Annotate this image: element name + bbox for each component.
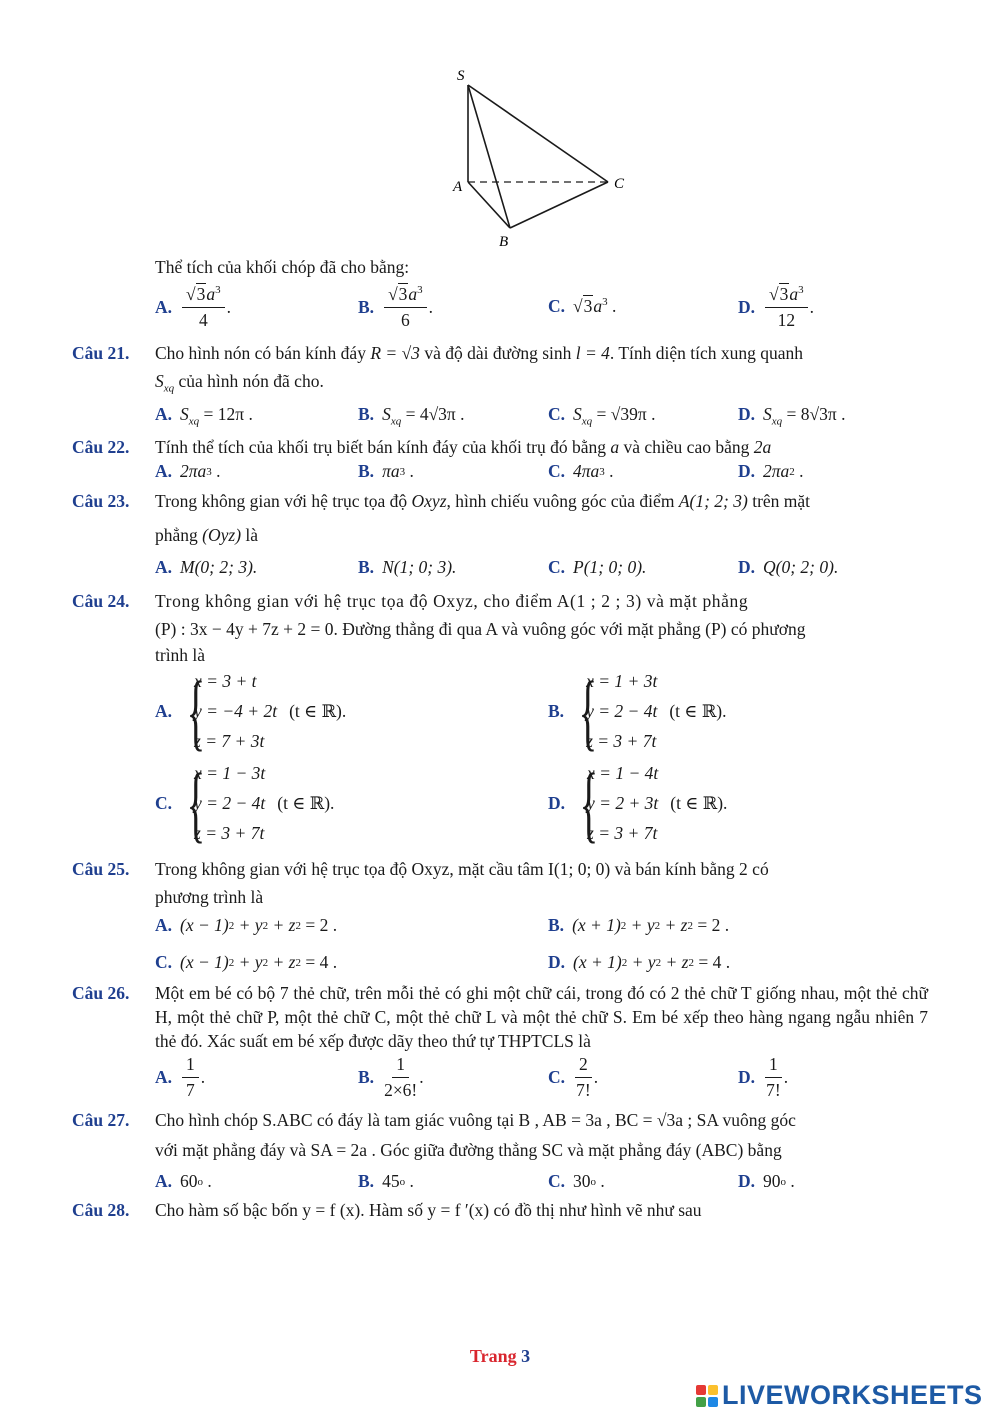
q22-option-d[interactable]: D. 2πa 2 . xyxy=(738,461,804,481)
q21-option-d[interactable]: D. $S_{xq}$ = 8√3π . xyxy=(738,404,846,428)
q27-option-b[interactable]: B. 45 o . xyxy=(358,1171,414,1191)
vertex-s: S xyxy=(457,68,465,84)
pyramid-figure xyxy=(440,60,640,255)
q25-option-d[interactable]: D. (x + 1) 2 + y 2 + z 2 = 4 . xyxy=(548,952,731,972)
logo-mark-icon xyxy=(696,1385,718,1407)
q21-option-c[interactable]: C. $S_{xq}$ = √39π . xyxy=(548,404,656,428)
q23-option-a[interactable]: A. M(0; 2; 3). xyxy=(155,557,258,577)
q22-option-a[interactable]: A. 2πa 3 . xyxy=(155,461,221,481)
q24-option-a[interactable]: A. { x = 3 + t y = −4 + 2t z = 7 + 3t (t ∈ ℝ). xyxy=(155,663,347,759)
q21-text-line1: Cho hình nón có bán kính đáy R = √3 và độ dài đường sinh l = 4. Tính diện tích xung quanh xyxy=(155,343,804,363)
q26-option-a[interactable]: A. $\frac{1}{7}$ . xyxy=(155,1054,206,1100)
q23-label: Câu 23. xyxy=(72,491,130,511)
q25-label: Câu 25. xyxy=(72,859,130,879)
q23-text-line2: phẳng (Oyz) là xyxy=(155,525,259,545)
q28-label: Câu 28. xyxy=(72,1200,130,1220)
q21-option-a[interactable]: A. $S_{xq}$ = 12π . xyxy=(155,404,253,428)
q20-prompt: Thể tích của khối chóp đã cho bằng: xyxy=(155,257,410,277)
q24-label: Câu 24. xyxy=(72,591,130,611)
q26-text: Một em bé có bộ 7 thẻ chữ, trên mỗi thẻ có ghi một chữ cái, trong đó có 2 thẻ chữ T giống nhau, một thẻ chữ H, một thẻ chữ P, một thẻ chữ C, một thẻ chữ L và một thẻ chữ S. Em bé xếp theo hàng ngang ngẫu nhiên 7 thẻ đó. Xác suất em bé xếp được dãy theo thứ tự THPTCLS là xyxy=(155,983,928,1051)
vertex-c: C xyxy=(614,176,625,192)
q21-option-b[interactable]: B. $S_{xq}$ = 4√3π . xyxy=(358,404,465,428)
q26-option-d[interactable]: D. $\frac{1}{7!}$ . xyxy=(738,1054,789,1100)
q24-text-line3: trình là xyxy=(155,645,206,665)
q27-option-c[interactable]: C. 30 o . xyxy=(548,1171,605,1191)
q24-option-b[interactable]: B. { x = 1 + 3t y = 2 − 4t z = 3 + 7t (t ∈ ℝ). xyxy=(548,663,727,759)
vertex-b: B xyxy=(499,234,509,250)
q25-text-line2: phương trình là xyxy=(155,887,264,907)
q24-text-line2: (P) : 3x − 4y + 7z + 2 = 0. Đường thẳng đi qua A và vuông góc với mặt phẳng (P) có phương xyxy=(155,619,806,639)
q25-option-b[interactable]: B. (x + 1) 2 + y 2 + z 2 = 2 . xyxy=(548,915,730,935)
q26-label: Câu 26. xyxy=(72,983,130,1003)
q20-option-a[interactable]: A. $\frac{√3a^3}{4}$ . xyxy=(155,284,231,330)
q27-option-a[interactable]: A. 60 o . xyxy=(155,1171,212,1191)
q23-text-line1: Trong không gian với hệ trục tọa độ Oxyz, hình chiếu vuông góc của điểm A(1; 2; 3) trên mặt xyxy=(155,491,811,511)
q22-label: Câu 22. xyxy=(72,437,130,457)
q24-option-c[interactable]: C. { x = 1 − 3t y = 2 − 4t z = 3 + 7t (t ∈ ℝ). xyxy=(155,755,335,851)
q21-text-line2: $S_{xq}$ của hình nón đã cho. xyxy=(155,371,324,395)
q26-option-c[interactable]: C. $\frac{2}{7!}$ . xyxy=(548,1054,599,1100)
q22-text: Tính thể tích của khối trụ biết bán kính đáy của khối trụ đó bằng a và chiều cao bằng 2a xyxy=(155,437,772,457)
q28-text: Cho hàm số bậc bốn y = f (x). Hàm số y = f ′(x) có đồ thị như hình vẽ như sau xyxy=(155,1200,702,1220)
q20-option-c[interactable]: C. $√3a^3$ . xyxy=(548,296,617,316)
q22-option-b[interactable]: B. πa 3 . xyxy=(358,461,414,481)
q25-option-c[interactable]: C. (x − 1) 2 + y 2 + z 2 = 4 . xyxy=(155,952,338,972)
logo-text: LIVEWORKSHEETS xyxy=(722,1380,983,1410)
q27-text-line1: Cho hình chóp S.ABC có đáy là tam giác vuông tại B , AB = 3a , BC = √3a ; SA vuông góc xyxy=(155,1110,796,1130)
q25-option-a[interactable]: A. (x − 1) 2 + y 2 + z 2 = 2 . xyxy=(155,915,338,935)
q25-text-line1: Trong không gian với hệ trục tọa độ Oxyz, mặt cầu tâm I(1; 0; 0) và bán kính bằng 2 có xyxy=(155,859,769,879)
q26-option-b[interactable]: B. $\frac{1}{2\times 6!}$ . xyxy=(358,1054,424,1100)
q21-label: Câu 21. xyxy=(72,343,130,363)
q23-option-c[interactable]: C. P(1; 0; 0). xyxy=(548,557,647,577)
q22-option-c[interactable]: C. 4πa 3 . xyxy=(548,461,614,481)
q27-label: Câu 27. xyxy=(72,1110,130,1130)
q23-option-d[interactable]: D. Q(0; 2; 0). xyxy=(738,557,839,577)
q24-option-d[interactable]: D. { x = 1 − 4t y = 2 + 3t z = 3 + 7t (t ∈ ℝ). xyxy=(548,755,728,851)
q24-text-line1: Trong không gian với hệ trục tọa độ Oxyz, cho điểm A(1 ; 2 ; 3) và mặt phẳng xyxy=(155,591,749,611)
q27-option-d[interactable]: D. 90 o . xyxy=(738,1171,795,1191)
q20-option-d[interactable]: D. $\frac{√3a^3}{12}$ . xyxy=(738,284,814,330)
liveworksheets-logo[interactable] xyxy=(696,1380,983,1411)
vertex-a: A xyxy=(453,179,463,195)
page-number: Trang 3 xyxy=(469,1346,531,1366)
q27-text-line2: với mặt phẳng đáy và SA = 2a . Góc giữa đường thẳng SC và mặt phẳng đáy (ABC) bằng xyxy=(155,1140,782,1160)
q23-option-b[interactable]: B. N(1; 0; 3). xyxy=(358,557,457,577)
q20-option-b[interactable]: B. $\frac{√3a^3}{6}$ . xyxy=(358,284,434,330)
